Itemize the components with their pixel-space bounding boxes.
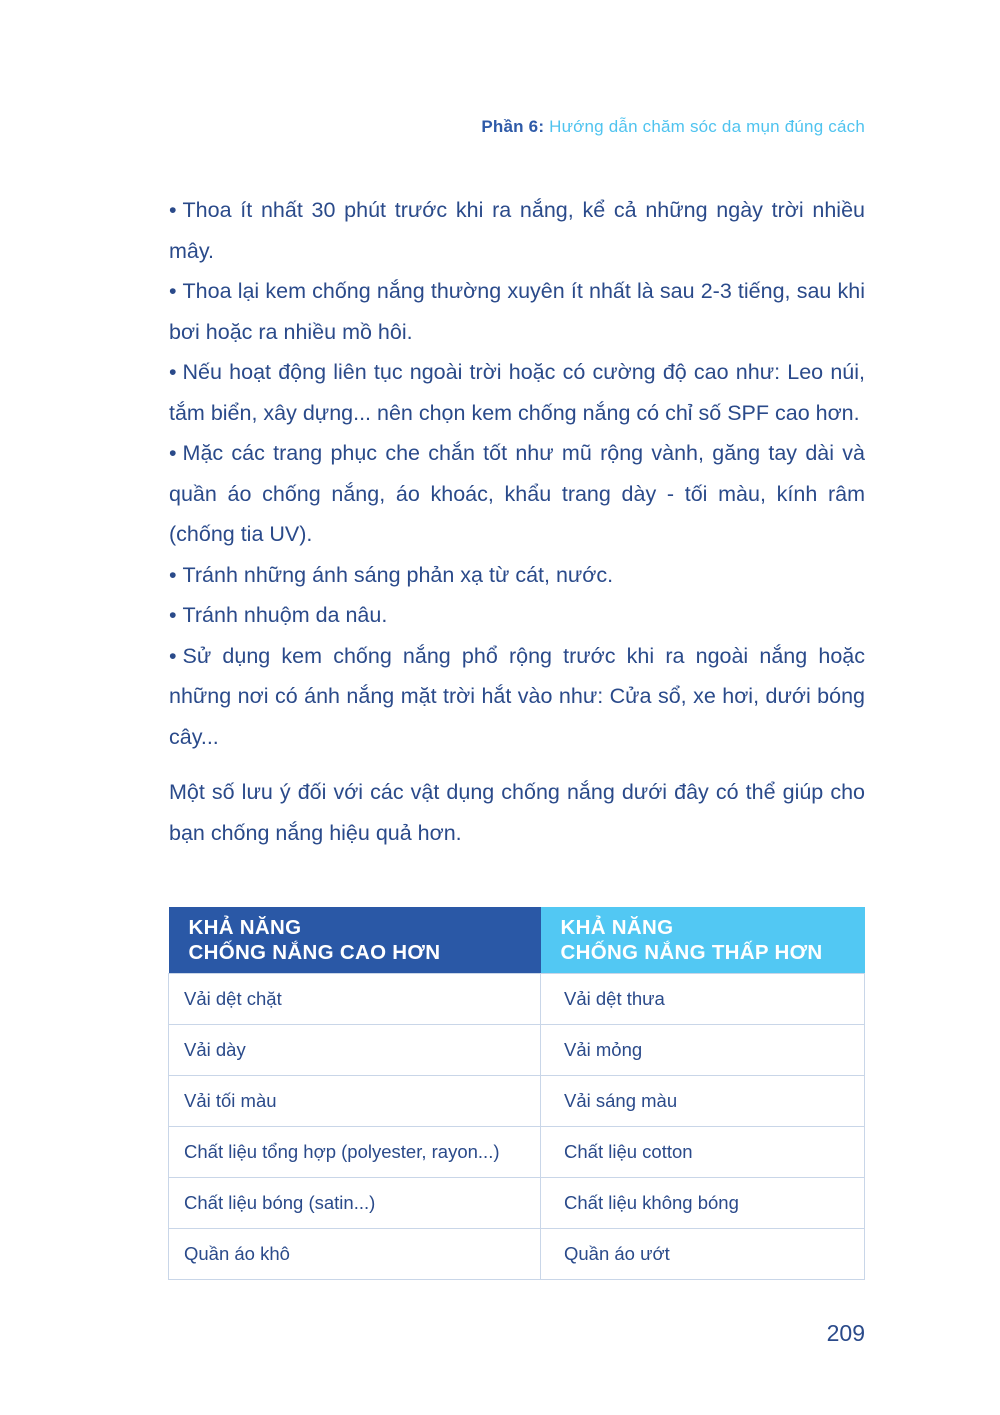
header-low-line1: KHẢ NĂNG: [560, 916, 674, 939]
section-title: Hướng dẫn chăm sóc da mụn đúng cách: [549, 117, 865, 136]
list-item-text: Thoa lại kem chống nắng thường xuyên ít nhất là sau 2-3 tiếng, sau khi bơi hoặc ra nhiều mồ hôi.: [169, 279, 865, 344]
part-label: Phần 6:: [481, 117, 545, 136]
bullet-dot: •: [169, 562, 177, 587]
cell-low: Vải sáng màu: [541, 1076, 865, 1127]
table-row: [169, 974, 865, 1025]
bullet-dot: •: [169, 198, 177, 222]
header-high-line1: KHẢ NĂNG: [188, 916, 302, 939]
list-item: [169, 595, 865, 636]
cell-high: Chất liệu bóng (satin...): [169, 1178, 541, 1229]
page-number: 209: [826, 1320, 865, 1346]
cell-high: Chất liệu tổng hợp (polyester, rayon...): [169, 1127, 541, 1178]
cell-high: Vải dệt chặt: [169, 974, 541, 1025]
list-item: [169, 636, 865, 758]
cell-low: Vải mỏng: [541, 1025, 865, 1076]
table-row: [169, 1127, 865, 1178]
bullet-dot: •: [169, 441, 177, 465]
list-item-text: Nếu hoạt động liên tục ngoài trời hoặc có cường độ cao như: Leo núi, tắm biển, xây dựng... nên chọn kem chống nắng có chỉ số SPF cao hơn.: [169, 360, 865, 425]
cell-low: Chất liệu cotton: [541, 1127, 865, 1178]
list-item-text: Mặc các trang phục che chắn tốt như mũ rộng vành, găng tay dài và quần áo chống nắng, áo khoác, khẩu trang dày - tối màu, kính râm (chống tia UV).: [169, 441, 865, 546]
running-header: [481, 117, 865, 137]
list-item: [169, 433, 865, 555]
list-item: [169, 190, 865, 271]
cell-low: Quần áo ướt: [541, 1229, 865, 1280]
cell-high: Quần áo khô: [169, 1229, 541, 1280]
list-item-text: Tránh những ánh sáng phản xạ từ cát, nước.: [182, 562, 614, 587]
header-high-line2: CHỐNG NẮNG CAO HƠN: [188, 941, 441, 964]
header-low-protection: [541, 907, 865, 974]
main-content: [169, 190, 865, 875]
cell-high: Vải tối màu: [169, 1076, 541, 1127]
comparison-table: [168, 907, 865, 1280]
intro-paragraph: Một số lưu ý đối với các vật dụng chống nắng dưới đây có thể giúp cho bạn chống nắng hiệu quả hơn.: [169, 780, 865, 845]
list-item-text: Sử dụng kem chống nắng phổ rộng trước khi ra ngoài nắng hoặc những nơi có ánh nắng mặt trời hắt vào như: Cửa sổ, xe hơi, dưới bóng cây...: [169, 643, 865, 749]
header-high-protection: [169, 907, 541, 974]
table-row: [169, 1025, 865, 1076]
list-item-text: Tránh nhuộm da nâu.: [182, 603, 388, 627]
bullet-dot: •: [169, 603, 177, 627]
cell-low: Vải dệt thưa: [541, 974, 865, 1025]
bullet-list: [169, 190, 865, 757]
table-row: [169, 1178, 865, 1229]
header-low-line2: CHỐNG NẮNG THẤP HƠN: [560, 941, 823, 964]
cell-low: Chất liệu không bóng: [541, 1178, 865, 1229]
table-header-row: [169, 907, 865, 974]
bullet-dot: •: [169, 279, 177, 303]
cell-high: Vải dày: [169, 1025, 541, 1076]
table-row: [169, 1229, 865, 1280]
list-item-text: Thoa ít nhất 30 phút trước khi ra nắng, kể cả những ngày trời nhiều mây.: [169, 198, 865, 263]
list-item: [169, 352, 865, 433]
list-item: [169, 555, 865, 596]
bullet-dot: •: [169, 360, 177, 384]
list-item: [169, 271, 865, 352]
table-row: [169, 1076, 865, 1127]
bullet-dot: •: [169, 643, 177, 668]
